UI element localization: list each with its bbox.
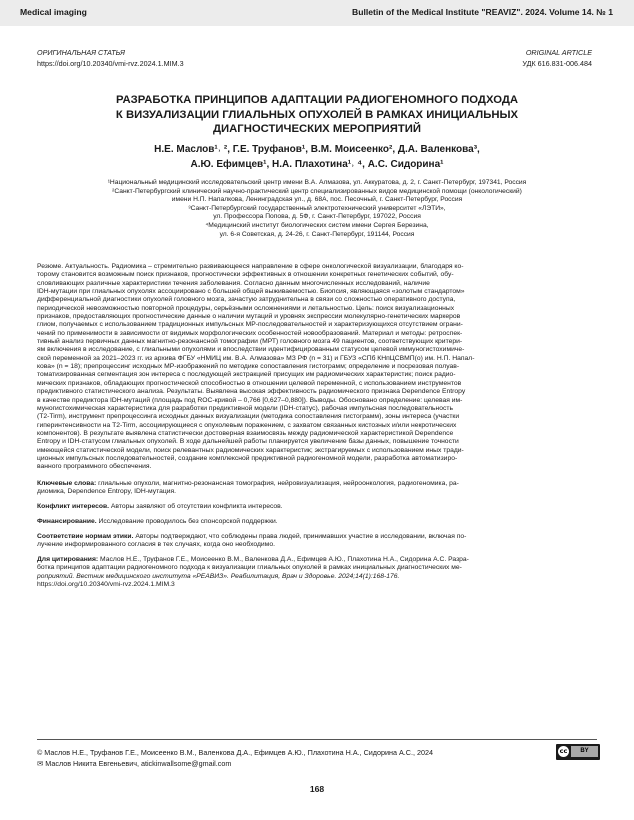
abstract-line: ванного программного обеспечения. [37, 463, 152, 471]
cc-logo-icon: cc [559, 747, 568, 755]
cc-by-license-icon [556, 744, 600, 760]
citation-text: Маслов Н.Е., Труфанов Г.Е., Моисеенко В.М., Валенкова Д.А., Ефимцев А.Ю., Плахотина Н.А., Сидорина А.С. Разра- [98, 556, 469, 563]
ethics-text: лучение информированного согласия в тех случаях, когда оно необходимо. [37, 541, 275, 549]
page-number: 168 [309, 784, 325, 794]
footer [37, 748, 433, 769]
affiliation-line: ²Санкт-Петербургский клинический научно-практический центр специализированных видов медицинской помощи (онкологический) [112, 187, 522, 195]
affiliation-list [37, 179, 597, 239]
udc-code: УДК 616.831-006.484 [522, 58, 592, 68]
article-title [60, 93, 574, 137]
abstract-line: томатизированная сегментация зон интереса с последующей экстракцией присущих им радиомических характеристик; поиск радио- [37, 371, 456, 379]
affiliation-line: ул. 6-я Советская, д. 24-26, г. Санкт-Петербург, 191144, Россия [219, 230, 415, 238]
abstract-line: ям включения в исследование, с глиальными опухолями и впоследствии идентифицированным статусом целевой иммуногистохимиче- [37, 346, 465, 354]
abstract-line: дифференциальной диагностики опухолей головного мозга, зачастую затруднительна в связи со сложностью оперативного доступа, [37, 296, 456, 304]
abstract-line: IDH-мутации при глиальных опухолях ассоциировано с большей общей выживаемостью. Биопсия, являющаяся «золотым стандартом» [37, 288, 465, 296]
keywords [37, 480, 597, 497]
ethics-label: Соответствие нормам этики. [37, 533, 134, 540]
affiliation-line: ¹Национальный медицинский исследовательский центр имени В.А. Алмазова, ул. Аккуратова, д. 2, г. Санкт-Петербург, 197341, Россия [107, 179, 527, 186]
funding-text: Исследование проводилось без спонсорской поддержки. [96, 518, 278, 525]
citation-text: роприятий. Вестник медицинского института «РЕАВИЗ». Реабилитация, Врач и Здоровье. 2024;14(1):168-176. [37, 572, 400, 580]
contact-text[interactable]: Маслов Никита Евгеньевич, atickinwallsome@gmail.com [45, 758, 232, 768]
abstract-line: торому становится возможным поиск признаков, прогностически эффективных в отношении конкретных генетических событий, обу- [37, 271, 454, 279]
article-meta-right [522, 48, 592, 69]
conflict-of-interest [37, 503, 597, 511]
conflict-label: Конфликт интересов. [37, 503, 110, 510]
keywords-label: Ключевые слова: [37, 480, 97, 487]
footer-divider [37, 739, 597, 740]
affiliation-line: ⁴Медицинский институт биологических систем имени Сергея Березина, [205, 221, 429, 229]
article-type-ru: ОРИГИНАЛЬНАЯ СТАТЬЯ [37, 48, 125, 57]
funding [37, 518, 597, 526]
copyright-line: © Маслов Н.Е., Труфанов Г.Е., Моисеенко В.М., Валенкова Д.А., Ефимцев А.Ю., Плахотина Н.А., Сидорина А.С., 2024 [37, 748, 433, 757]
abstract-line: мических признаков, обладающих прогностической способностью в отношении целевой переменной, с использованием инструментов [37, 379, 462, 387]
keywords-text: глиальные опухоли, магнитно-резонансная томография, нейровизуализация, нейроонкология, радиогеномика, ра- [96, 480, 459, 487]
conflict-text: Авторы заявляют об отсутствии конфликта интересов. [109, 503, 283, 510]
ethics-text: Авторы подтверждают, что соблюдены права людей, принимавших участие в исследовании, включая по- [133, 533, 467, 540]
envelope-icon: ✉ [37, 758, 44, 768]
abstract-line: Entropy и IDH-статусом глиальных опухолей. В ходе дальнейшей работы планируется увеличение базы данных, повышение точности [37, 438, 459, 446]
doi-link[interactable]: https://doi.org/10.20340/vmi-rvz.2024.1.MIM.3 [37, 58, 184, 68]
citation-doi-link[interactable]: https://doi.org/10.20340/vmi-rvz.2024.1.MIM.3 [37, 581, 175, 589]
abstract-line: ской переменной за 2021–2023 гг. из архива ФГБУ «НМИЦ им. В.А. Алмазова» МЗ РФ (n = 31) и ГБУЗ «СПб КНпЦСВМП(о) им. Н.П. Напал- [37, 354, 475, 362]
abstract-line: гиперинтенсивности на T2-Tirm, ассоциирующиеся с опухолевым поражением, с захватом связанных кистозных и/или некротических [37, 421, 457, 429]
title-line: К ВИЗУАЛИЗАЦИИ ГЛИАЛЬНЫХ ОПУХОЛЕЙ В РАМКАХ ИНИЦИАЛЬНЫХ [115, 108, 519, 121]
abstract-line: словливающих различные характеристики течения заболевания. Согласно данным многочисленных исследований, наличие [37, 279, 430, 287]
author-list [60, 143, 574, 172]
abstract-line: тивный анализ первичных данных магнитно-резонансной томографии (МРТ) головного мозга 49 пациентов, соответствующих критери- [37, 338, 463, 346]
author-line: Н.Е. Маслов¹˒ ², Г.Е. Труфанов¹, В.М. Моисеенко², Д.А. Валенкова³, [154, 144, 480, 155]
keywords-text: диомика, Dependence Entropy, IDH-мутация. [37, 488, 177, 496]
citation [37, 556, 597, 589]
affiliation-line: ³Санкт-Петербургский государственный электротехнический университет «ЛЭТИ», [188, 204, 446, 212]
abstract-line: имеющейся статистической модели, поиск релевантных радиомических характеристик; экстрагируемых с использованием иных тради- [37, 446, 464, 454]
article-meta-left [37, 48, 184, 69]
citation-label: Для цитирования: [37, 556, 99, 563]
license-text: BY [571, 746, 598, 757]
abstract-line: кова» (n = 18); препроцессинг исходных МР-изображений по методике сопоставления гистограмм; определение и посрезовая полуав- [37, 363, 460, 371]
affiliation-line: имени Н.П. Напалкова, Ленинградская ул., д. 68А, пос. Песочный, г. Санкт-Петербург, Россия [171, 196, 463, 204]
abstract-line: предиктивного статистического анализа. Результаты. Выявлена высокая эффективность радиомического признака Dependence Entropy [37, 388, 466, 396]
abstract-line: Резюме. Актуальность. Радиомика – стремительно развивающееся направление в сфере онкологической визуализации, благодаря ко- [37, 263, 464, 270]
citation-text: ботка принципов адаптации радиогеномного подхода к визуализации глиальных опухолей в рамках инициальных диагностических ме- [37, 564, 462, 572]
section-name: Medical imaging [20, 7, 87, 17]
abstract-line: глиом, получаемых с использованием традиционных импульсных МР-последовательностей и характеризующихся отсутствием ограни- [37, 321, 463, 329]
contact-line [37, 759, 433, 770]
abstract-line: компонентов). В результате выявлена статистически достоверная взаимосвязь между радиомической характеристикой Dependence [37, 429, 454, 437]
page-header [0, 0, 634, 26]
abstract-line: чений по применимости в зависимости от видимых морфологических особенностей новообразований. Материал и методы: ретроспек- [37, 329, 463, 337]
ethics [37, 533, 597, 550]
abstract-line: ционных импульсных последовательностей, создание комплексной предиктивной радиогеномной модели, разработка автоматизиро- [37, 454, 458, 462]
title-line: РАЗРАБОТКА ПРИНЦИПОВ АДАПТАЦИИ РАДИОГЕНОМНОГО ПОДХОДА [115, 94, 519, 106]
article-type-en: ORIGINAL ARTICLE [525, 48, 592, 57]
abstract-line: в качестве предиктора IDH-мутаций (площадь под ROC-кривой – 0,766 [0,627–0,880]). Выводы. Обосновано определение: целевая им- [37, 396, 463, 404]
affiliation-line: ул. Профессора Попова, д. 5Ф, г. Санкт-Петербург, 197022, Россия [213, 213, 421, 221]
abstract-line: признаков, предоставляющих прогностические данные о наличии мутаций и уровнях экспрессии молекулярно-генетических маркеров [37, 313, 461, 321]
journal-running-title: Bulletin of the Medical Institute "REAVIZ". 2024. Volume 14. № 1 [352, 7, 613, 17]
title-line: ДИАГНОСТИЧЕСКИХ МЕРОПРИЯТИЙ [212, 123, 422, 136]
abstract-line: муногистохимическая характеристика для разработки предиктивной модели (IDH-статус), рабочая импульсная последовательность [37, 404, 454, 412]
abstract-line: (T2-Tirm), инструмент препроцессинга исходных данных визуализации (методика сопоставления гистограмм), зоны интереса (участки [37, 413, 460, 421]
funding-label: Финансирование. [37, 518, 97, 525]
abstract [37, 263, 597, 472]
abstract-line: периодической невозможностью повторной процедуры, серьёзными осложнениями и летальностью. Цель: поиск визуализационных [37, 304, 455, 312]
author-line: А.Ю. Ефимцев¹, Н.А. Плахотина¹˒ ⁴, А.С. Сидорина¹ [190, 158, 444, 170]
